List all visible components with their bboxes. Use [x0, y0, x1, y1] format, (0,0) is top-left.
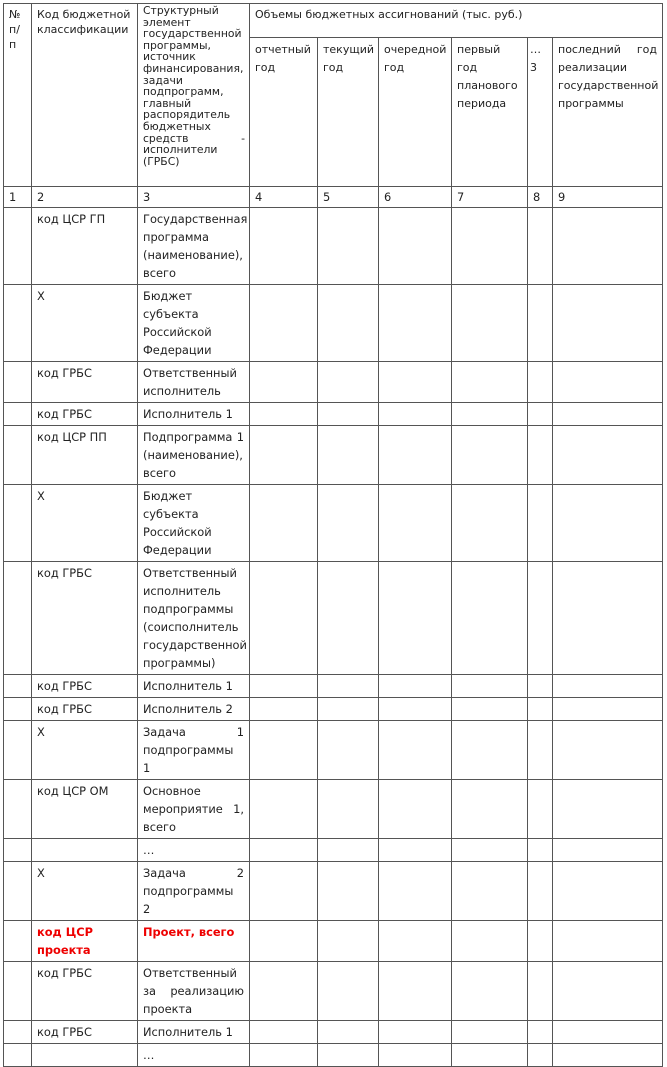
row-cell — [379, 1044, 452, 1067]
row-cell — [528, 962, 553, 1021]
row-cell — [250, 962, 318, 1021]
row-cell — [553, 862, 663, 921]
row-cell — [528, 1044, 553, 1067]
row-cell — [379, 1021, 452, 1044]
row-cell — [379, 675, 452, 698]
col-number: 4 — [250, 187, 318, 208]
row-cell — [250, 698, 318, 721]
row-cell — [318, 698, 379, 721]
row-cell — [250, 562, 318, 675]
row-cell — [379, 862, 452, 921]
table-row — [4, 285, 663, 362]
header-num: № п/п — [4, 4, 32, 187]
row-code: код ЦСР проекта — [32, 921, 138, 962]
row-cell — [4, 1044, 32, 1067]
row-cell — [452, 839, 528, 862]
row-cell — [318, 403, 379, 426]
budget-table — [3, 3, 663, 1067]
row-code: код ГРБС — [32, 403, 138, 426]
row-name: Ответственный исполнитель — [138, 362, 250, 403]
row-cell — [553, 485, 663, 562]
table-row — [4, 698, 663, 721]
header-dots: … 3 — [528, 38, 553, 187]
row-cell — [379, 721, 452, 780]
row-cell — [250, 721, 318, 780]
row-cell — [553, 403, 663, 426]
row-cell — [379, 962, 452, 1021]
row-code: код ЦСР ОМ — [32, 780, 138, 839]
row-cell — [528, 698, 553, 721]
row-cell — [4, 780, 32, 839]
table-row — [4, 675, 663, 698]
row-cell — [379, 485, 452, 562]
row-cell — [452, 285, 528, 362]
row-code: код ГРБС — [32, 675, 138, 698]
col-number: 9 — [553, 187, 663, 208]
col-number: 1 — [4, 187, 32, 208]
row-cell — [553, 921, 663, 962]
row-name: Исполнитель 1 — [138, 675, 250, 698]
row-cell — [553, 562, 663, 675]
row-cell — [4, 285, 32, 362]
table-row — [4, 1021, 663, 1044]
row-cell — [318, 562, 379, 675]
row-name: Ответственный исполнитель подпрограммы (соисполнитель государственной программы) — [138, 562, 250, 675]
row-cell — [4, 426, 32, 485]
row-code: код ЦСР ГП — [32, 208, 138, 285]
row-cell — [379, 780, 452, 839]
row-cell — [250, 285, 318, 362]
row-cell — [250, 675, 318, 698]
row-cell — [452, 921, 528, 962]
row-cell — [452, 675, 528, 698]
row-cell — [318, 285, 379, 362]
row-cell — [452, 780, 528, 839]
row-cell — [250, 485, 318, 562]
row-cell — [4, 403, 32, 426]
row-cell — [452, 721, 528, 780]
row-cell — [528, 426, 553, 485]
row-cell — [318, 208, 379, 285]
row-cell — [4, 921, 32, 962]
row-code: код ГРБС — [32, 1021, 138, 1044]
row-name: Проект, всего — [138, 921, 250, 962]
row-name: Основное мероприятие 1, всего — [138, 780, 250, 839]
table-row — [4, 362, 663, 403]
table-row — [4, 426, 663, 485]
table-row — [4, 780, 663, 839]
row-cell — [318, 780, 379, 839]
row-name: … — [138, 1044, 250, 1067]
row-cell — [452, 1044, 528, 1067]
row-cell — [4, 1021, 32, 1044]
row-code: Х — [32, 721, 138, 780]
row-cell — [379, 839, 452, 862]
row-cell — [250, 426, 318, 485]
row-cell — [553, 1044, 663, 1067]
row-cell — [318, 721, 379, 780]
row-cell — [318, 839, 379, 862]
row-cell — [553, 675, 663, 698]
col-number: 7 — [452, 187, 528, 208]
row-cell — [379, 562, 452, 675]
table-row — [4, 1044, 663, 1067]
row-cell — [553, 839, 663, 862]
row-cell — [528, 780, 553, 839]
row-cell — [379, 403, 452, 426]
row-cell — [318, 921, 379, 962]
row-code — [32, 839, 138, 862]
row-cell — [528, 721, 553, 780]
row-code: код ЦСР ПП — [32, 426, 138, 485]
row-cell — [452, 962, 528, 1021]
row-name: Задача 1 подпрограммы 1 — [138, 721, 250, 780]
col-number: 8 — [528, 187, 553, 208]
row-cell — [250, 921, 318, 962]
row-name: Ответственный за реализацию проекта — [138, 962, 250, 1021]
row-cell — [379, 208, 452, 285]
row-cell — [528, 675, 553, 698]
row-code: Х — [32, 285, 138, 362]
row-cell — [379, 285, 452, 362]
row-code — [32, 1044, 138, 1067]
row-cell — [452, 403, 528, 426]
row-cell — [452, 362, 528, 403]
row-cell — [452, 862, 528, 921]
row-cell — [4, 362, 32, 403]
row-cell — [318, 1044, 379, 1067]
row-name: Подпрограмма 1 (наименование), всего — [138, 426, 250, 485]
row-cell — [553, 780, 663, 839]
col-number: 2 — [32, 187, 138, 208]
row-cell — [553, 721, 663, 780]
row-cell — [553, 285, 663, 362]
row-code: код ГРБС — [32, 962, 138, 1021]
row-cell — [4, 562, 32, 675]
row-cell — [250, 1021, 318, 1044]
table-row — [4, 921, 663, 962]
row-cell — [4, 208, 32, 285]
header-next-year: очередной год — [379, 38, 452, 187]
col-number: 3 — [138, 187, 250, 208]
row-cell — [379, 426, 452, 485]
row-cell — [250, 862, 318, 921]
table-row — [4, 485, 663, 562]
row-cell — [318, 485, 379, 562]
row-name: Задача 2 подпрограммы 2 — [138, 862, 250, 921]
row-cell — [250, 780, 318, 839]
row-cell — [318, 1021, 379, 1044]
row-cell — [250, 208, 318, 285]
row-cell — [250, 839, 318, 862]
table-row — [4, 562, 663, 675]
row-cell — [452, 485, 528, 562]
row-cell — [528, 562, 553, 675]
header-current-year: текущий год — [318, 38, 379, 187]
row-cell — [4, 698, 32, 721]
row-cell — [379, 921, 452, 962]
row-cell — [250, 362, 318, 403]
row-cell — [452, 426, 528, 485]
row-cell — [528, 839, 553, 862]
row-cell — [553, 426, 663, 485]
row-cell — [4, 962, 32, 1021]
row-name: Бюджет субъекта Российской Федерации — [138, 485, 250, 562]
row-name: Государственная программа (наименование), всего — [138, 208, 250, 285]
row-cell — [4, 862, 32, 921]
row-name: Исполнитель 2 — [138, 698, 250, 721]
header-struct: Структурный элемент государственной программы, источник финансирования, задачи подпрограмм, главный распорядитель бюджетных средств - исполнители (ГРБС) — [138, 4, 250, 187]
row-code: код ГРБС — [32, 698, 138, 721]
table-row — [4, 721, 663, 780]
row-cell — [250, 403, 318, 426]
row-cell — [528, 403, 553, 426]
header-volumes: Объемы бюджетных ассигнований (тыс. руб.) — [250, 4, 663, 38]
row-cell — [553, 698, 663, 721]
table-row — [4, 208, 663, 285]
table-row — [4, 403, 663, 426]
header-report-year: отчетный год — [250, 38, 318, 187]
row-cell — [452, 698, 528, 721]
row-cell — [528, 1021, 553, 1044]
row-name: … — [138, 839, 250, 862]
row-cell — [553, 362, 663, 403]
row-name: Бюджет субъекта Российской Федерации — [138, 285, 250, 362]
row-cell — [528, 862, 553, 921]
header-last-year: последний год реализации государственной программы — [553, 38, 663, 187]
col-number: 5 — [318, 187, 379, 208]
table-row — [4, 839, 663, 862]
table-row — [4, 862, 663, 921]
row-name: Исполнитель 1 — [138, 403, 250, 426]
number-row — [4, 187, 663, 208]
row-cell — [452, 562, 528, 675]
col-number: 6 — [379, 187, 452, 208]
row-cell — [379, 362, 452, 403]
row-cell — [379, 698, 452, 721]
header-code: Код бюджетной классификации — [32, 4, 138, 187]
row-cell — [528, 285, 553, 362]
row-cell — [553, 1021, 663, 1044]
row-name: Исполнитель 1 — [138, 1021, 250, 1044]
row-cell — [452, 208, 528, 285]
row-cell — [4, 839, 32, 862]
row-cell — [528, 485, 553, 562]
row-cell — [553, 962, 663, 1021]
row-cell — [528, 362, 553, 403]
row-cell — [4, 485, 32, 562]
row-cell — [553, 208, 663, 285]
row-code: код ГРБС — [32, 562, 138, 675]
row-cell — [318, 675, 379, 698]
header-first-plan-year: первый год планового периода — [452, 38, 528, 187]
row-cell — [528, 208, 553, 285]
row-cell — [250, 1044, 318, 1067]
row-cell — [4, 721, 32, 780]
row-cell — [528, 921, 553, 962]
row-code: Х — [32, 485, 138, 562]
row-cell — [452, 1021, 528, 1044]
row-cell — [318, 426, 379, 485]
row-cell — [318, 362, 379, 403]
row-code: код ГРБС — [32, 362, 138, 403]
row-code: Х — [32, 862, 138, 921]
table-row — [4, 962, 663, 1021]
row-cell — [4, 675, 32, 698]
row-cell — [318, 862, 379, 921]
row-cell — [318, 962, 379, 1021]
